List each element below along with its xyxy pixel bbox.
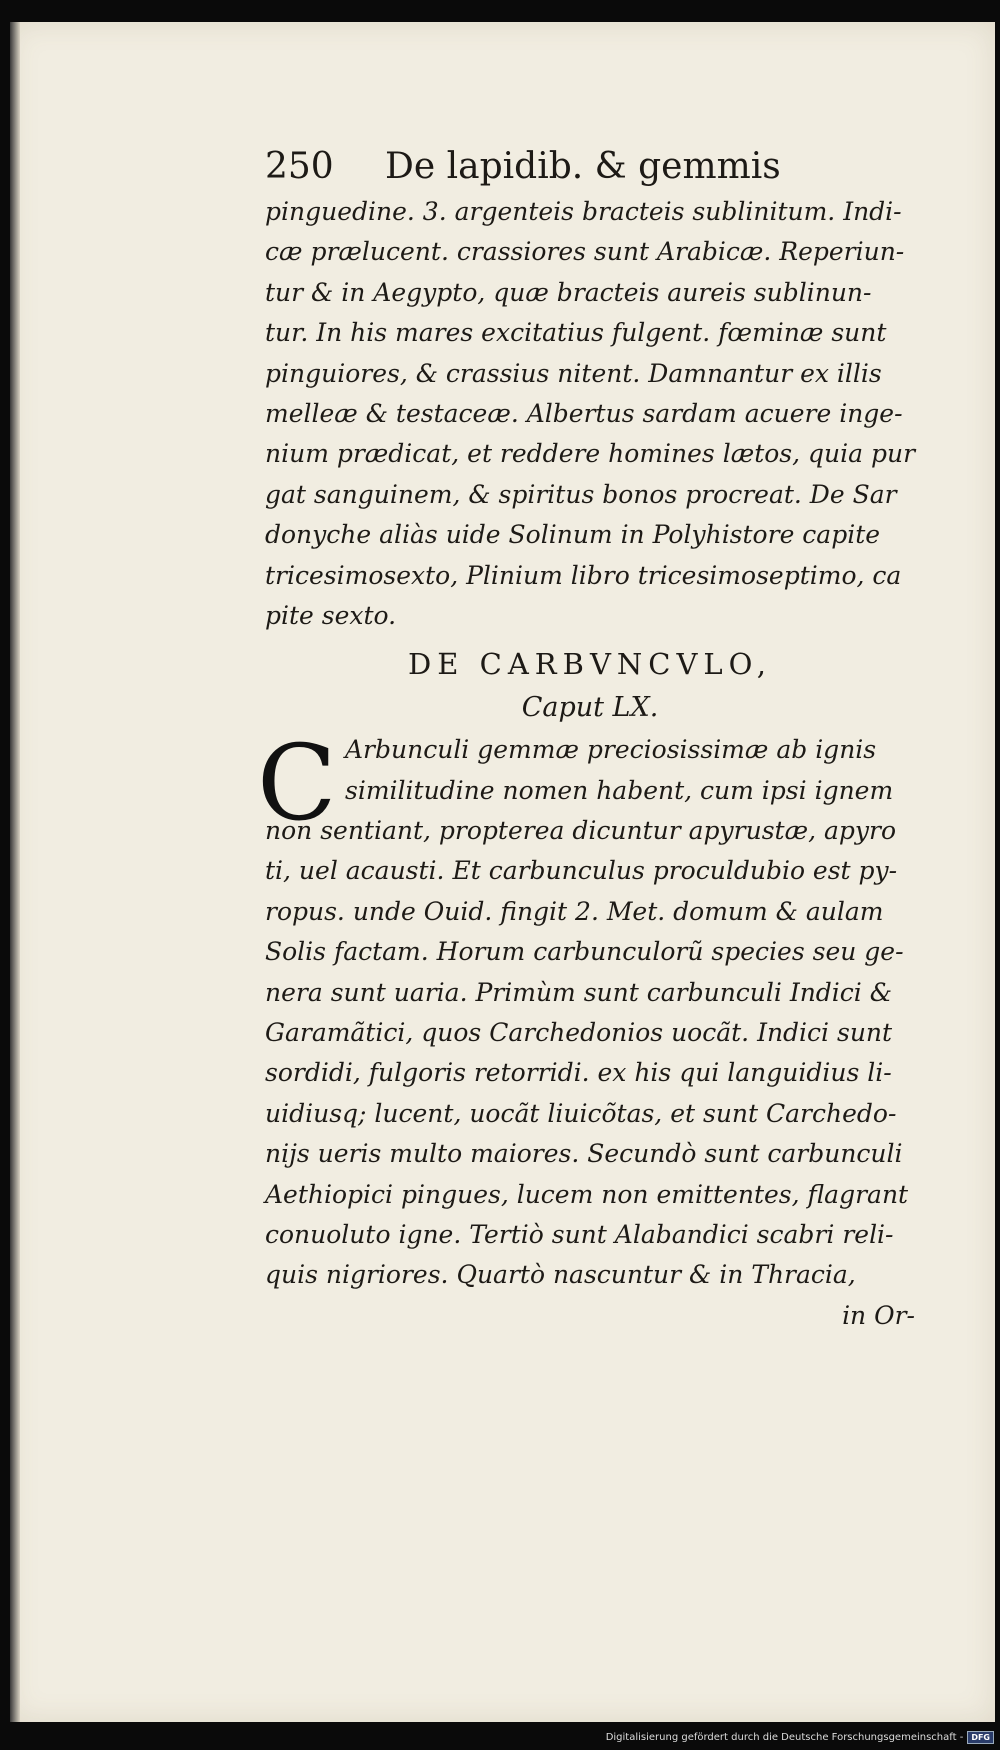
- text-line: sordidi, fulgoris retorridi. ex his qui languidius li-: [265, 1058, 892, 1088]
- text-line: uidiusq; lucent, uocãt liuicõtas, et sunt Carchedo-: [265, 1098, 897, 1128]
- dfg-logo[interactable]: DFG: [967, 1731, 994, 1744]
- funding-credit-text: Digitalisierung gefördert durch die Deutsche Forschungsgemeinschaft -: [605, 1732, 964, 1743]
- text-line: Garamãtici, quos Carchedonios uocãt. Indici sunt: [265, 1018, 893, 1048]
- text-line: conuoluto igne. Tertiò sunt Alabandici scabri reli-: [265, 1219, 894, 1249]
- running-title: De lapidib. & gemmis: [385, 146, 781, 187]
- text-line: Solis factam. Horum carbunculorũ species seu ge-: [265, 937, 904, 967]
- text-line: nium prædicat, et reddere homines lætos, quia pur: [265, 439, 916, 469]
- running-head: [265, 142, 915, 192]
- text-line: non sentiant, propterea dicuntur apyrustæ, apyro: [265, 816, 896, 846]
- text-line: nijs ueris multo maiores. Secundò sunt carbunculi: [265, 1139, 903, 1169]
- text-line: ropus. unde Ouid. fingit 2. Met. domum & aulam: [265, 896, 884, 926]
- text-line: tur & in Aegypto, quæ bracteis aureis sublinun-: [265, 277, 872, 307]
- funding-credit: [606, 1731, 994, 1744]
- chapter-subheading: Caput LX.: [521, 692, 659, 724]
- text-line: similitudine nomen habent, cum ipsi ignem: [345, 775, 894, 805]
- page-number: 250: [265, 146, 334, 187]
- text-line: cæ prælucent. crassiores sunt Arabicæ. Reperiun-: [265, 237, 905, 267]
- text-line: tur. In his mares excitatius fulgent. fœminæ sunt: [265, 318, 887, 348]
- book-page: [10, 22, 995, 1722]
- chapter-heading: DE CARBVNCVLO,: [408, 647, 772, 682]
- drop-cap-initial: C: [257, 722, 337, 845]
- text-line: pinguedine. 3. argenteis bracteis sublinitum. Indi-: [265, 197, 902, 226]
- page-edge-shadow: [10, 22, 20, 1722]
- catchword: in Or-: [842, 1300, 915, 1330]
- text-line: pite sexto.: [265, 600, 397, 630]
- text-line: nera sunt uaria. Primùm sunt carbunculi Indici &: [265, 977, 893, 1007]
- text-line: melleæ & testaceæ. Albertus sardam acuere inge-: [265, 398, 903, 428]
- text-line: gat sanguinem, & spiritus bonos procreat. De Sar: [265, 479, 897, 509]
- paragraph-one: [265, 192, 915, 636]
- text-line: ti, uel acausti. Et carbunculus proculdubio est py-: [265, 856, 898, 886]
- text-block: [257, 142, 916, 1336]
- text-line: pinguiores, & crassius nitent. Damnantur ex illis: [265, 358, 882, 388]
- text-line: Arbunculi gemmæ preciosissimæ ab ignis: [345, 735, 877, 765]
- text-line: quis nigriores. Quartò nascuntur & in Thracia,: [265, 1260, 856, 1290]
- text-line: Aethiopici pingues, lucem non emittentes, flagrant: [265, 1179, 909, 1209]
- text-line: tricesimosexto, Plinium libro tricesimoseptimo, ca: [265, 560, 902, 590]
- paragraph-two: [257, 722, 915, 1295]
- text-line: donyche aliàs uide Solinum in Polyhistore capite: [265, 520, 881, 550]
